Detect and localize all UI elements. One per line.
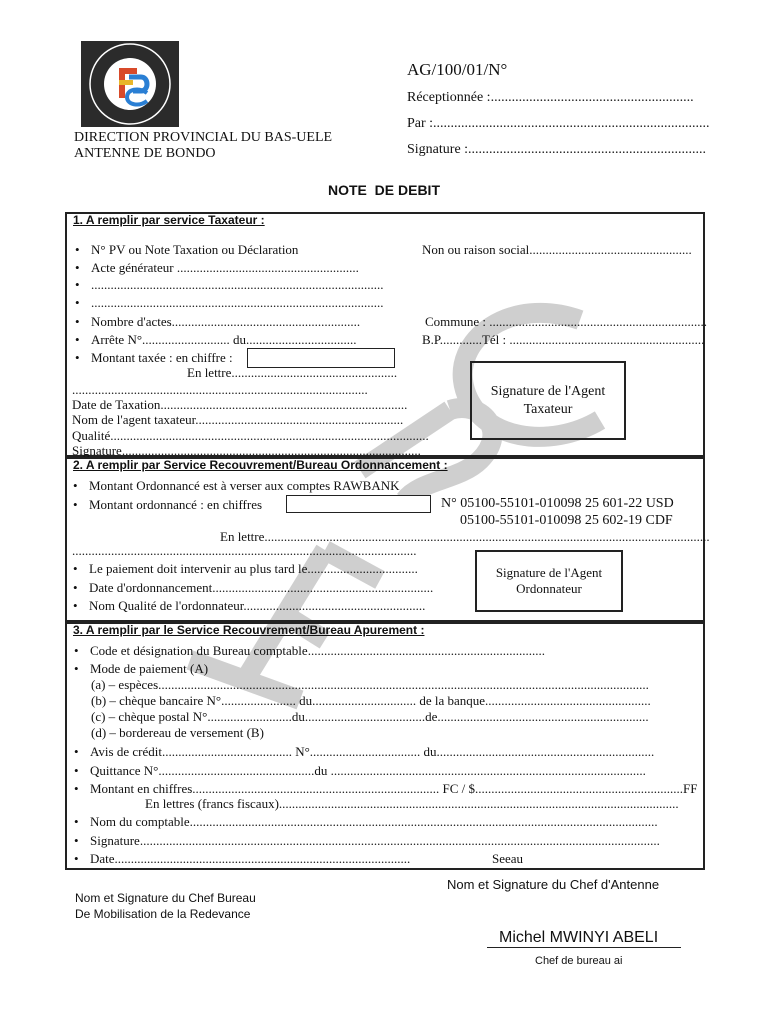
signatory-role: Chef de bureau ai xyxy=(535,955,623,967)
item-comptes-rawbank: • Montant Ordonnancé est à verser aux comptes RAWBANK xyxy=(89,478,400,493)
direction-provincial: DIRECTION PROVINCIAL DU BAS-UELE xyxy=(74,130,333,145)
signatory-name: Michel MWINYI ABELI xyxy=(499,929,659,946)
logo-emblem xyxy=(81,41,179,127)
section-3-title: 3. A remplir par le Service Recouvrement/Bureau Apurement : xyxy=(73,623,425,637)
en-lettre-1: En lettre................................................... xyxy=(187,365,398,380)
qualite-line: Qualité.................................................................................................. xyxy=(72,428,429,443)
account-usd: N° 05100-55101-010098 25 601-22 USD xyxy=(441,496,674,511)
item-nom-comptable: • Nom du comptable................................................................................................................................................ xyxy=(90,814,658,829)
en-lettre-2: En lettre......................................................................................................................................... xyxy=(220,529,710,544)
header-signature-line: Signature :.................................................................... xyxy=(407,142,707,157)
date-taxation-line: Date de Taxation............................................................................ xyxy=(72,397,408,412)
signatory-underline xyxy=(487,947,681,948)
par-line: Par :............................................................................... xyxy=(407,116,710,131)
raison-sociale-line: Non ou raison social.................................................. xyxy=(422,242,692,257)
section-apurement xyxy=(65,622,705,870)
bp-tel-line: B.P.............Tél : ............................................................ xyxy=(422,332,705,347)
mode-cheque-bancaire: (b) – chèque bancaire N°....................... du................................ de la banque................................................... xyxy=(91,693,651,708)
seeau-label: Seeau xyxy=(492,851,524,866)
dots-line-2: .......................................................................................................... xyxy=(72,543,417,558)
receptionnee-line: Réceptionnée :.......................................................... xyxy=(407,90,694,105)
item-nombre-actes: • Nombre d'actes.......................................................... xyxy=(91,314,360,329)
en-lettres-francs: En lettres (francs fiscaux)........................................................................................................................... xyxy=(145,796,679,811)
item-dots-2: • .......................................................................................... xyxy=(91,295,384,310)
item-dots-1: • .......................................................................................... xyxy=(91,277,384,292)
signature-taxateur-label: Signature de l'Agent Taxateur xyxy=(490,383,606,417)
item-code-bureau: • Code et désignation du Bureau comptable......................................................................... xyxy=(90,643,545,658)
item-arrete: • Arrête N°........................... du.................................. xyxy=(91,332,357,347)
reference-number: AG/100/01/N° xyxy=(407,60,508,79)
section-ordonnancement xyxy=(65,457,710,622)
item-montant-chiffres: • Montant en chiffres............................................................................ FC / $................................................................FF xyxy=(90,781,698,796)
signature-ordonnateur-label: Signature de l'Agent Ordonnateur xyxy=(495,565,603,596)
section-2-title: 2. A remplir par Service Recouvrement/Bureau Ordonnancement : xyxy=(73,458,448,472)
item-date-comptable: • Date........................................................................................... xyxy=(90,851,410,866)
antenne-name: ANTENNE DE BONDO xyxy=(74,146,216,161)
item-quittance: • Quittance N°................................................du ................................................................................................. xyxy=(90,763,646,778)
mode-bordereau: (d) – bordereau de versement (B) xyxy=(91,725,264,740)
account-cdf: 05100-55101-010098 25 602-19 CDF xyxy=(460,513,673,528)
mode-cheque-postal: (c) – chèque postal N°..........................du.....................................de................................................................. xyxy=(91,709,649,724)
section-1-title: 1. A remplir par service Taxateur : xyxy=(73,213,265,227)
item-montant-ordonnance: • Montant ordonnancé : en chiffres xyxy=(89,497,262,512)
chef-bureau-label-2: De Mobilisation de la Redevance xyxy=(75,907,251,921)
item-acte-generateur: • Acte générateur ........................................................ xyxy=(91,260,359,275)
commune-line: Commune : ................................................................... xyxy=(425,314,708,329)
signature-agent-ordonnateur-box[interactable] xyxy=(475,550,623,612)
item-pv-note: • N° PV ou Note Taxation ou Déclaration xyxy=(91,242,298,257)
item-paiement-delai: • Le paiement doit intervenir au plus tard le.................................. xyxy=(89,561,418,576)
signature-line-1: Signature............................................................................................ xyxy=(72,443,421,458)
chef-bureau-label-1: Nom et Signature du Chef Bureau xyxy=(75,891,256,905)
item-date-ordonnancement: • Date d'ordonnancement.................................................................... xyxy=(89,580,433,595)
montant-ordonnance-input[interactable] xyxy=(286,495,431,513)
page-title: NOTE DE DEBIT xyxy=(327,182,440,198)
nom-agent-taxateur-line: Nom de l'agent taxateur................................................................ xyxy=(72,412,404,427)
item-signature-comptable: • Signature................................................................................................................................................................ xyxy=(90,833,660,848)
chef-antenne-label: Nom et Signature du Chef d'Antenne xyxy=(447,877,660,892)
item-nom-qualite-ordonnateur: • Nom Qualité de l'ordonnateur........................................................ xyxy=(89,598,425,613)
item-avis-credit: • Avis de crédit........................................ N°.................................. du................................................................... xyxy=(90,744,654,759)
mode-especes: (a) – espèces....................................................................................................................................................... xyxy=(91,677,649,692)
dots-line-1: ........................................................................................... xyxy=(72,382,368,397)
signature-agent-taxateur-box[interactable] xyxy=(470,361,626,440)
item-mode-paiement: • Mode de paiement (A) xyxy=(90,661,208,676)
item-montant-taxee: • Montant taxée : en chiffre : xyxy=(91,350,233,365)
fpc-logo xyxy=(81,41,179,127)
section-taxateur xyxy=(65,212,708,458)
